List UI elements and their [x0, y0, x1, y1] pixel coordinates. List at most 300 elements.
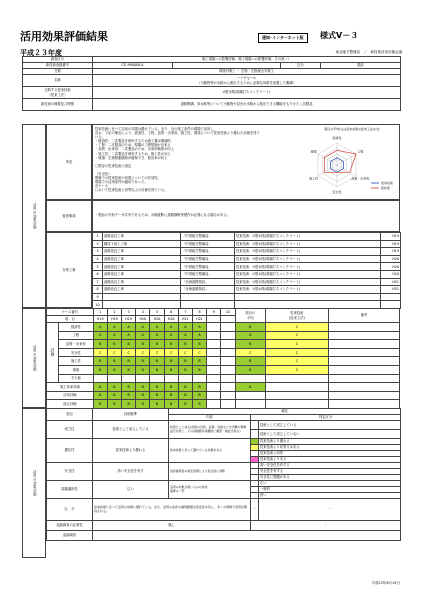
target-year: H20 [381, 255, 401, 263]
remarks-text: ・製品の外形データ共有であるため、水路縦断に道路横断等製作が必要になる場合がある。 [95, 213, 231, 217]
label-category: 分類 [23, 69, 93, 75]
eval-cell [207, 331, 221, 340]
bottom-judge: 従来技術と同等 [259, 451, 401, 457]
target-name: 道路改良工事 [103, 255, 181, 263]
case-year [207, 316, 221, 323]
eval-cell: B [164, 365, 178, 374]
kubun-text: 従来技術に比べて活用の効果に優れている。また、活用の条件の適用範囲が安定性を有し、多くの現場で活用が期待される。 [93, 499, 251, 521]
eval-cell: B [192, 340, 206, 349]
eval-cell: C [136, 348, 150, 357]
eval-cell: B [122, 383, 136, 392]
findings-line: において従来技術と同等以上の評価を得ている。 [95, 188, 168, 193]
eval-cell: A [178, 331, 192, 340]
target-row [93, 240, 401, 248]
eval-conv: C [265, 348, 328, 357]
eval-item: 工程 [59, 331, 94, 340]
target-row [93, 286, 401, 294]
target-year: H19 [381, 248, 401, 256]
eval-remark [328, 357, 399, 366]
bottom-item: 現場適用性 [47, 481, 93, 499]
need-label: 追跡調査の必要性 [47, 521, 93, 531]
label-name: 名称 [23, 75, 93, 87]
eval-cell [122, 374, 136, 383]
case-number: 8 [192, 309, 206, 316]
findings-line: いる。 [95, 135, 105, 140]
bottom-judge: 技術として成立している [259, 421, 401, 430]
eval-cell [221, 331, 235, 340]
eval-cell: B [122, 400, 136, 409]
findings-text [95, 127, 295, 193]
eval-item: 経済性 [59, 323, 94, 332]
eval-cell: C [93, 348, 107, 357]
eval-remark [328, 348, 399, 357]
eval-remark [328, 383, 399, 392]
target-name: 道路改良工事 [103, 248, 181, 256]
bottom-check [251, 430, 259, 439]
bottom-crit: 従来技術より優れる [93, 439, 169, 463]
value-overview: 道路側溝、用水路等について小動物や昆虫が水路から脱出できる機能をもたせたこ次製品 [93, 99, 401, 111]
target-no: 10 [93, 301, 103, 309]
value-survey-type: 施工現場への影響評価、施工現場への影響評価、その他（） [93, 57, 401, 63]
eval-cell: A [192, 331, 206, 340]
row-overview [23, 99, 401, 111]
bottom-supp-header: 補足 [169, 409, 401, 415]
eval-cell [221, 348, 235, 357]
bottom-crit-header: 評価基準 [93, 409, 169, 421]
eval-avg: A [235, 331, 265, 340]
findings-line: ・工程：二次製品のため、現場の工程短縮が出来る [95, 143, 171, 148]
eval-conv: C [265, 331, 328, 340]
eval-avg [235, 391, 265, 400]
case-year: H20 [136, 316, 150, 323]
eval-cell: A [192, 323, 206, 332]
eval-cell: B [178, 400, 192, 409]
eval-cell: B [150, 357, 164, 366]
eval-conv: C [265, 357, 328, 366]
target-row [93, 263, 401, 271]
section-label-cases: 活用の効果評価 [22, 308, 46, 408]
bottom-crit: 技術として成立している [93, 421, 169, 439]
target-no: 9 [93, 293, 103, 301]
value-name: ハイヤセール [236, 76, 257, 81]
bottom-crit: 広い [93, 481, 169, 499]
target-conv: 従来技術：U型水路(現場打ちコンクリート) [235, 233, 381, 241]
target-conv: 従来技術：U型水路(現場打ちコンクリート) [235, 248, 381, 256]
eval-cell: B [192, 391, 206, 400]
eval-cell: B [122, 340, 136, 349]
eval-cell: B [164, 391, 178, 400]
eval-cell: B [107, 340, 121, 349]
bottom-content: 活用の効果が高いものの条件 基準の一部 [169, 481, 251, 499]
bottom-judge: 一般的 [259, 487, 401, 493]
eval-cell [207, 323, 221, 332]
case-number: 4 [136, 309, 150, 316]
eval-cell [207, 374, 221, 383]
case-number: 6 [164, 309, 178, 316]
targets-label: 対象工事 [46, 232, 92, 308]
eval-remark [328, 323, 399, 332]
eval-cell: B [93, 400, 107, 409]
target-office: 「中国地方整備局」 [181, 263, 235, 271]
eval-remark [328, 391, 399, 400]
value-category: 環境対策工 － 生物・生態保全対策工 [93, 69, 401, 75]
publication-tag: 通知･インターネット版 [258, 33, 308, 43]
bottom-judge: 従来技術より優れる [259, 439, 401, 445]
bottom-judge: 高い安全性を有する [259, 463, 401, 469]
legend-label: 従来技術 [381, 181, 394, 185]
bottom-judge: 従来技術より劣る [259, 457, 401, 463]
form-number: 様式Ⅴ－３ [320, 31, 359, 40]
eval-cell: B [93, 391, 107, 400]
target-name: 道路改良工事 [103, 263, 181, 271]
eval-cell [221, 391, 235, 400]
target-year: H19 [381, 233, 401, 241]
eval-cell [207, 391, 221, 400]
case-year: H20 [164, 316, 178, 323]
eval-cell: A [150, 323, 164, 332]
case-number: 5 [150, 309, 164, 316]
targets-table [92, 232, 401, 309]
eval-cell: B [136, 391, 150, 400]
target-conv: 従来技術：U型水路(現場打ちコンクリート) [235, 240, 381, 248]
target-row [93, 248, 401, 256]
eval-cell: B [192, 383, 206, 392]
eval-row [47, 348, 400, 357]
eval-cell [150, 374, 164, 383]
eval-avg: B [235, 323, 265, 332]
eval-cell: A [93, 331, 107, 340]
target-no: 8 [93, 286, 103, 294]
value-reg-no: CG-990009-A [93, 63, 173, 69]
target-office: 「中国地方整備局」 [181, 240, 235, 248]
bottom-table [46, 408, 401, 541]
target-row [93, 270, 401, 278]
radar-axis-label: 施工性 [309, 176, 319, 181]
target-office: 「中国地方整備局」 [181, 233, 235, 241]
target-row [93, 233, 401, 241]
eval-cell: B [178, 383, 192, 392]
eval-conv: C [265, 323, 328, 332]
eval-item: 総合評価 [47, 400, 94, 409]
bottom-item: 優位性 [47, 439, 93, 463]
eval-group-label: 評価 [47, 323, 59, 383]
period-value [93, 531, 401, 541]
eval-cell: A [107, 323, 121, 332]
target-conv: 従来技術：U型水路(現場打ちコンクリート) [235, 270, 381, 278]
eval-cell: B [107, 400, 121, 409]
eval-cell [221, 340, 235, 349]
target-row [93, 255, 401, 263]
target-name: 道路改良工事 [103, 233, 181, 241]
target-name: 構造下部工工事 [103, 240, 181, 248]
target-no: 2 [93, 240, 103, 248]
eval-cell: B [93, 357, 107, 366]
eval-remark [328, 365, 399, 374]
bottom-content: 各評価項目の判定結果により総合的に判断 [169, 463, 251, 481]
case-number: 7 [178, 309, 192, 316]
target-office: 「中国地方整備局」 [181, 248, 235, 256]
eval-cell [207, 365, 221, 374]
target-name: 道路改良工事 [103, 270, 181, 278]
eval-cell: B [122, 365, 136, 374]
eval-item: 活用評価 [47, 391, 94, 400]
eval-cell: C [164, 348, 178, 357]
findings-line: 各ケース [95, 184, 109, 189]
eval-cell: A [150, 331, 164, 340]
eval-cell: B [150, 391, 164, 400]
need-value: 無し [93, 521, 251, 531]
kubun-row [47, 499, 401, 521]
eval-cell: B [107, 357, 121, 366]
legend-label: 新技術 [381, 186, 391, 190]
findings-line: ・施工性：二次製品を使用するため、施工性が向上 [95, 151, 171, 156]
eval-cell: B [122, 357, 136, 366]
kubun-dash: － [251, 499, 259, 521]
eval-item: その他 [59, 374, 94, 383]
case-number: 2 [107, 309, 121, 316]
eval-conv: C [265, 340, 328, 349]
bottom-judge: 安全性に問題がある [259, 475, 401, 481]
target-conv: 従来技術：U型水路(現場打ちコンクリート) [235, 286, 381, 294]
eval-cell: B [107, 383, 121, 392]
bottom-judge: 広い [259, 481, 401, 487]
eval-conv [265, 391, 328, 400]
eval-cell [93, 374, 107, 383]
findings-line: （安全性） [95, 172, 112, 177]
eval-cell [221, 383, 235, 392]
target-year [381, 293, 401, 301]
section-label-bottom: 活用の効果評価 [22, 408, 46, 558]
target-office: 「中国地方整備局」 [181, 255, 235, 263]
target-conv [235, 293, 381, 301]
target-name: 道路改良工事 [103, 278, 181, 286]
findings-line: 従来技術に比べて活用の効果は優れている。また、良の施工条件の現場で活用し、 [95, 127, 217, 131]
eval-item: 品質・出来形 [59, 340, 94, 349]
eval-cell: B [164, 400, 178, 409]
case-year: H20 [150, 316, 164, 323]
eval-cell: B [150, 340, 164, 349]
target-no: 7 [93, 278, 103, 286]
eval-conv [265, 374, 328, 383]
eval-cell: B [164, 357, 178, 366]
eval-cell: B [107, 365, 121, 374]
findings-line: 現場での活用条件が適切であった。 [95, 180, 148, 185]
eval-cell: A [178, 323, 192, 332]
target-year: H20 [381, 270, 401, 278]
bottom-content: 従来技術に対して優れている効果がある [169, 439, 251, 463]
eval-cell: B [93, 340, 107, 349]
bottom-content: 技術として成立(技術の目的、品質、性能などを実験や現場試行を経て、その評価値を客観的に確認・検証出来る) [169, 421, 251, 439]
value-kubun: 製品 [321, 63, 401, 69]
eval-cell: B [178, 340, 192, 349]
bottom-judge: 従来技術より同等又は劣る [259, 445, 401, 451]
eval-row [47, 323, 400, 332]
footer-date: 平成23年6月15日 [371, 581, 400, 585]
eval-cell: A [122, 331, 136, 340]
period-label: 追跡調査 [47, 531, 93, 541]
bottom-judge: 狭い [259, 493, 401, 499]
findings-line: 〇既存の従来技術に指定 [95, 163, 132, 168]
eval-item: 施工効率評価 [47, 383, 94, 392]
target-year: H21 [381, 286, 401, 294]
eval-cell [207, 348, 221, 357]
eval-cell: B [192, 357, 206, 366]
eval-cell: B [192, 365, 206, 374]
eval-cell [221, 374, 235, 383]
eval-cell [192, 374, 206, 383]
eval-cell [178, 374, 192, 383]
target-no: 5 [93, 263, 103, 271]
case-number: 3 [122, 309, 136, 316]
target-no: 4 [93, 255, 103, 263]
conv-header: 従来技術 (従来工法) [265, 309, 328, 323]
target-no: 1 [93, 233, 103, 241]
case-number: 1 [93, 309, 107, 316]
target-no: 3 [93, 248, 103, 256]
eval-cell: A [136, 331, 150, 340]
target-no: 6 [93, 270, 103, 278]
eval-cell: B [164, 383, 178, 392]
case-year: H19 [107, 316, 121, 323]
eval-cell: C [122, 348, 136, 357]
period-row [47, 531, 401, 541]
eval-cell: B [150, 365, 164, 374]
eval-remark [328, 340, 399, 349]
basic-info-table [22, 56, 401, 111]
findings-line: なお、下記の理由により、経済性、工程、品質・出来形、施工性、環境について従来技術より優れた評価を得て [95, 131, 260, 136]
target-year: H20 [381, 263, 401, 271]
eval-avg: B [235, 340, 265, 349]
row-name [23, 75, 401, 87]
fiscal-year: 平成２３年度 [20, 49, 62, 57]
eval-cell: B [107, 391, 121, 400]
bottom-crit: 高い安全性を有す [93, 463, 169, 481]
section-label-eval: 活用の効果評価 [22, 124, 46, 308]
kubun-label: 区 分 [47, 499, 93, 521]
target-row [93, 293, 401, 301]
target-conv: 従来技術：U型水路(現場打ちコンクリート) [235, 263, 381, 271]
label-survey-type: 調査区分 [23, 57, 93, 63]
radar-axis-label: 工程 [357, 149, 364, 154]
bottom-judge: 技術として成立していない [259, 430, 401, 439]
eval-conv [265, 383, 328, 392]
eval-cell: A [164, 331, 178, 340]
page-title: 活用効果評価結果 [20, 30, 108, 43]
eval-avg: B [235, 365, 265, 374]
target-year: H19 [381, 240, 401, 248]
target-conv: 従来技術：U型水路(現場打ちコンクリート) [235, 255, 381, 263]
eval-cell [221, 323, 235, 332]
findings-line: 既報での従来技術の効果についての有効性、 [95, 176, 161, 181]
eval-avg: B [235, 357, 265, 366]
case-year: H19 [122, 316, 136, 323]
findings-label: 所見 [46, 124, 92, 200]
value-compare: U型水路(現場打ちコンクリート) [93, 87, 401, 99]
eval-cell: B [136, 383, 150, 392]
eval-cell: A [164, 323, 178, 332]
bottom-judge-header: 判定区分 [251, 415, 401, 421]
eval-cell: A [136, 323, 150, 332]
case-year: H21 [178, 316, 192, 323]
findings-line: ・品質・出来形：二次製品のため、出来形精度が向上 [95, 147, 174, 152]
eval-cell: C [192, 348, 206, 357]
findings-line: ・環境：生物移動経路が確保でき、脱出率が向上 [95, 155, 168, 160]
department: 東北地方整備局 ／ 新技術活用評価会議 [335, 50, 402, 54]
row-compare [23, 87, 401, 99]
eval-cell [207, 383, 221, 392]
eval-row [47, 365, 400, 374]
findings-box [92, 124, 400, 200]
eval-cell: B [164, 340, 178, 349]
eval-row [47, 357, 400, 366]
bottom-item: 成立性 [47, 421, 93, 439]
bottom-content-header: 内容 [169, 415, 251, 421]
eval-remark [328, 374, 399, 383]
eval-cell [207, 357, 221, 366]
label-compare: 比較する従来技術 （従来工法） [23, 87, 93, 99]
eval-cell: B [136, 340, 150, 349]
eval-cell: B [178, 391, 192, 400]
bottom-row [47, 421, 401, 430]
radar-chart [305, 133, 399, 199]
need-row [47, 521, 401, 531]
eval-item: 安全性 [59, 348, 94, 357]
case-year: H21 [192, 316, 206, 323]
remarks-box [92, 200, 400, 232]
eval-cell: A [107, 331, 121, 340]
target-office: 「北海道開発局」 [181, 286, 235, 294]
eval-item: 環境 [59, 365, 94, 374]
case-no-label: ケース番号 [47, 309, 94, 316]
cases-table [46, 308, 400, 409]
item-label: 項 目 [47, 316, 94, 323]
kubun-dash: － [259, 499, 401, 521]
eval-row [47, 383, 400, 392]
label-kubun: 区分 [281, 63, 321, 69]
eval-row [47, 331, 400, 340]
case-number: 10 [221, 309, 235, 316]
eval-row [47, 340, 400, 349]
cases-header-row [47, 309, 400, 316]
bottom-check [251, 421, 259, 430]
eval-cell: A [122, 323, 136, 332]
target-name: 道路改良工事 [103, 286, 181, 294]
eval-conv: C [265, 365, 328, 374]
radar-axis-label: 環境 [310, 149, 317, 154]
eval-row [47, 374, 400, 383]
eval-cell [107, 374, 121, 383]
target-office: 「中国地方整備局」 [181, 270, 235, 278]
case-number: 9 [207, 309, 221, 316]
label-overview: 新技術の概要及び特徴 [23, 99, 93, 111]
eval-remark [328, 331, 399, 340]
eval-cell: B [150, 383, 164, 392]
eval-cell: C [178, 348, 192, 357]
eval-cell: B [122, 391, 136, 400]
eval-cell: B [136, 365, 150, 374]
eval-cell: B [136, 400, 150, 409]
eval-cell: B [192, 400, 206, 409]
bottom-judge: 安全性を有する [259, 469, 401, 475]
case-year: H19 [93, 316, 107, 323]
case-year [221, 316, 235, 323]
eval-cell: B [178, 365, 192, 374]
eval-cell [164, 374, 178, 383]
target-office: 「北海道開発局」 [181, 278, 235, 286]
eval-cell: B [136, 357, 150, 366]
eval-avg: B [235, 383, 265, 392]
eval-cell: B [178, 357, 192, 366]
